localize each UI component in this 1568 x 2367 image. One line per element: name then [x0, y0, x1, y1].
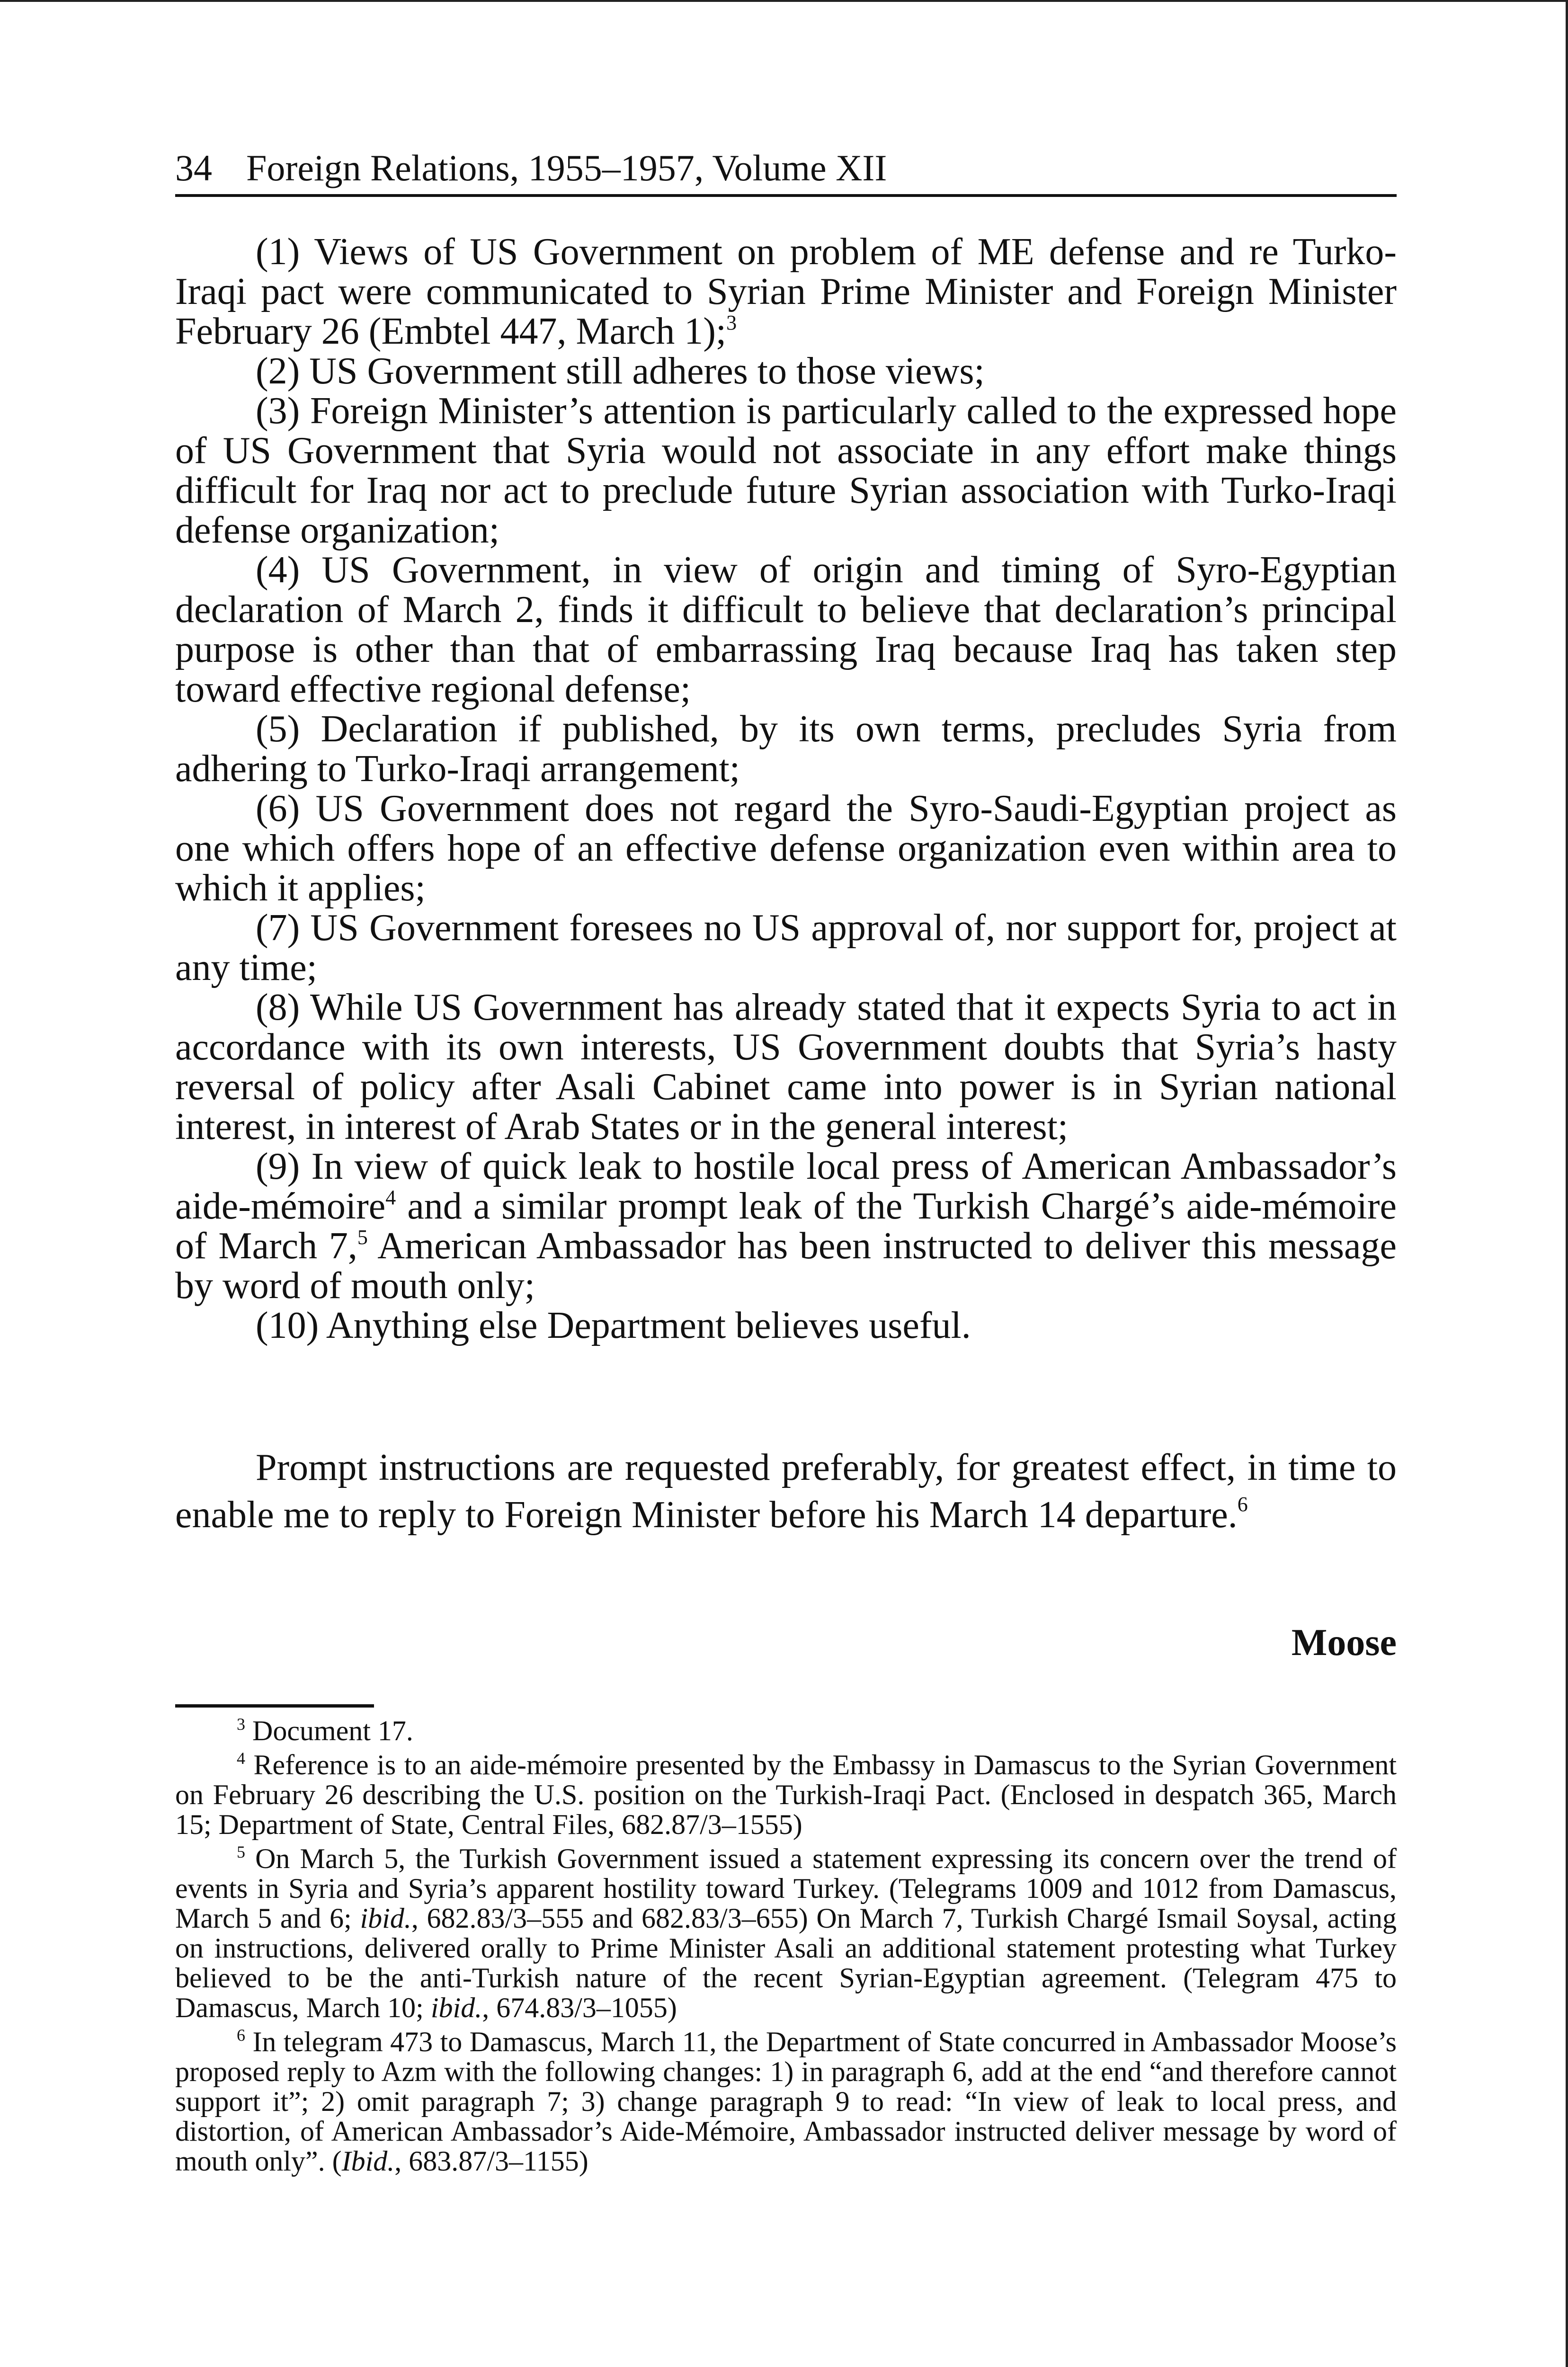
- footnote-3: $^3$ Document 17.: [237, 1715, 413, 1746]
- page-number: 34: [175, 147, 212, 188]
- footnote-ref-3[interactable]: 3: [726, 311, 737, 334]
- footnote-ref-6[interactable]: 6: [1237, 1493, 1248, 1516]
- telegram-body: [175, 232, 1397, 1345]
- closing-paragraph: Prompt instructions are requested preferably, for greatest effect, in time to enable me to reply to Foreign Minister before his March 14 departure.$^6$: [175, 1447, 1397, 1536]
- point-1: (1) Views of US Government on problem of ME defense and re Turko-Iraqi pact were communicated to Syrian Prime Minister and Foreign Minister February 26 (Embtel 447, March 1);$^3$: [175, 231, 1397, 352]
- signature: Moose: [1291, 1622, 1397, 1664]
- footnote-ref-4[interactable]: 4: [385, 1186, 396, 1209]
- running-header: [175, 142, 1397, 197]
- point-7: (7) US Government foresees no US approval of, nor support for, project at any time;: [175, 907, 1397, 988]
- point-8: (8) While US Government has already stated that it expects Syria to act in accordance with its own interests, US Government doubts that Syria’s hasty reversal of policy after Asali Cabinet came into power is in Syrian national interest, in interest of Arab States or in the general interest;: [175, 987, 1397, 1148]
- running-title: Foreign Relations, 1955–1957, Volume XII: [246, 147, 887, 188]
- footnote-4: $^4$ Reference is to an aide-mémoire presented by the Embassy in Damascus to the Syrian Government on February 26 describing the U.S. position on the Turkish-Iraqi Pact. (Enclosed in despatch 365, March 15; Department of State, Central Files, 682.87/3–1555): [175, 1749, 1397, 1840]
- footnote-ref-5[interactable]: 5: [357, 1226, 368, 1249]
- scan-top-edge: [0, 0, 1568, 2]
- point-10: (10) Anything else Department believes useful.: [256, 1305, 971, 1346]
- footnote-6: $^6$ In telegram 473 to Damascus, March 11, the Department of State concurred in Ambassador Moose’s proposed reply to Azm with the following changes: 1) in paragraph 6, add at the end “and therefore cannot support it”; 2) omit paragraph 7; 3) change paragraph 9 to read: “In view of leak to local press, and distortion, of American Ambassador’s Aide-Mémoire, Ambassador instructed deliver message by word of mouth only”. (Ibid., 683.87/3–1155): [175, 2026, 1397, 2177]
- point-9: (9) In view of quick leak to hostile local press of American Ambassador’s aide-mémoire$^4$ and a similar prompt leak of the Turkish Chargé’s aide-mémoire of March 7,$^5$ American Ambassador has been instructed to deliver this message by word of mouth only;: [175, 1146, 1397, 1307]
- point-2: (2) US Government still adheres to those views;: [256, 350, 985, 392]
- point-3: (3) Foreign Minister’s attention is particularly called to the expressed hope of US Government that Syria would not associate in any effort make things difficult for Iraq nor act to preclude future Syrian association with Turko-Iraqi defense organization;: [175, 390, 1397, 551]
- point-4: (4) US Government, in view of origin and timing of Syro-Egyptian declaration of March 2, finds it difficult to believe that declaration’s principal purpose is other than that of embarrassing Iraq because Iraq has taken step toward effective regional defense;: [175, 549, 1397, 710]
- footnotes: [175, 1716, 1397, 2180]
- footnote-rule: [175, 1704, 374, 1708]
- scan-right-edge: [1566, 0, 1568, 2367]
- point-5: (5) Declaration if published, by its own terms, precludes Syria from adhering to Turko-Iraqi arrangement;: [175, 708, 1397, 790]
- footnote-5: $^5$ On March 5, the Turkish Government issued a statement expressing its concern over the trend of events in Syria and Syria’s apparent hostility toward Turkey. (Telegrams 1009 and 1012 from Damascus, March 5 and 6; ibid., 682.83/3–555 and 682.83/3–655) On March 7, Turkish Chargé Ismail Soysal, acting on instructions, delivered orally to Prime Minister Asali an additional statement protesting what Turkey believed to be the anti-Turkish nature of the recent Syrian-Egyptian agreement. (Telegram 475 to Damascus, March 10; ibid., 674.83/3–1055): [175, 1842, 1397, 2023]
- point-6: (6) US Government does not regard the Syro-Saudi-Egyptian project as one which offers hope of an effective defense organization even within area to which it applies;: [175, 788, 1397, 909]
